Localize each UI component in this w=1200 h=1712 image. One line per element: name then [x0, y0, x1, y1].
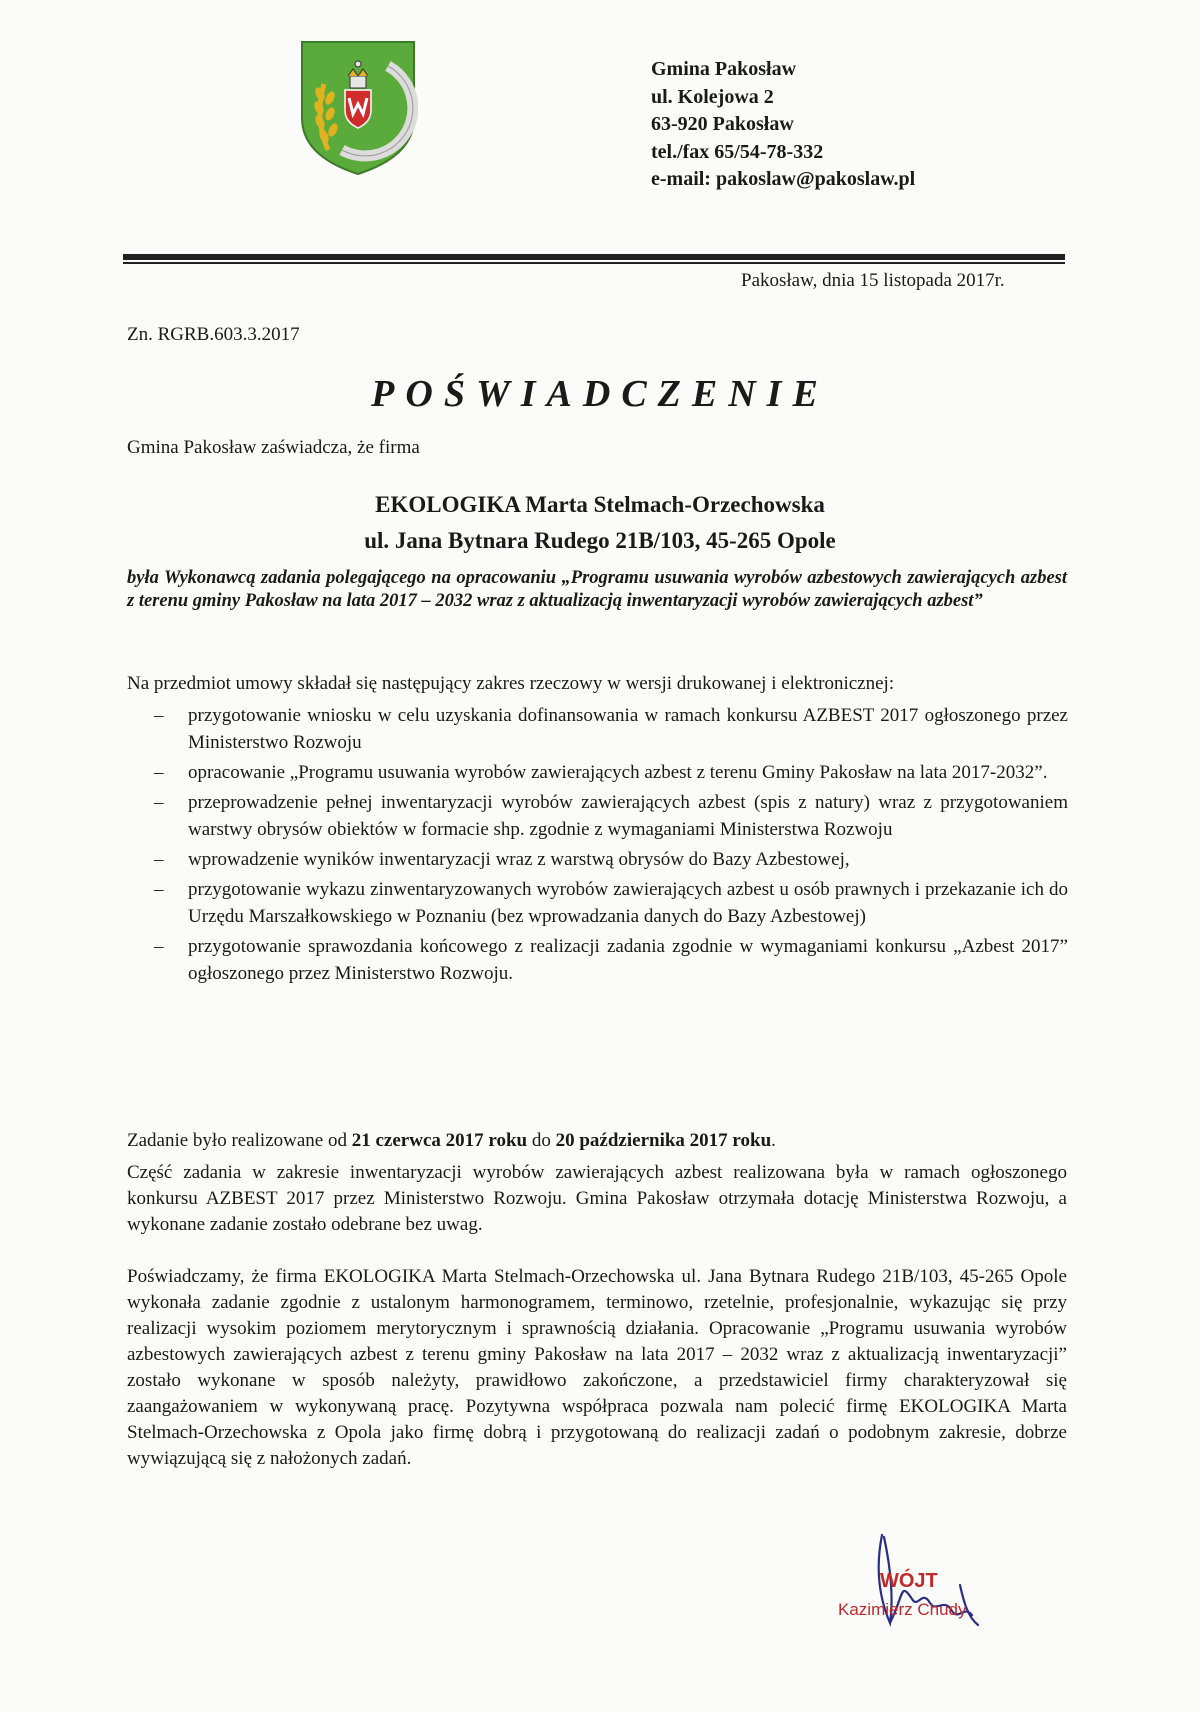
list-item: – wprowadzenie wyników inwentaryzacji wraz z warstwą obrysów do Bazy Azbestowej, [154, 846, 1068, 873]
list-item: – przygotowanie sprawozdania końcowego z realizacji zadania zgodnie w wymaganiami konkursu „Azbest 2017” ogłoszonego przez Ministerstwo Rozwoju. [154, 933, 1068, 987]
task-description: była Wykonawcą zadania polegającego na opracowaniu „Programu usuwania wyrobów azbestowych zawierających azbest z terenu gminy Pakosław na lata 2017 – 2032 wraz z aktualizacją inwentaryzacji wyrobów zawierających azbest” [127, 568, 1067, 611]
scope-intro: Na przedmiot umowy składał się następujący zakres rzeczowy w wersji drukowanej i elektronicznej: [127, 673, 895, 694]
date-line: Pakosław, dnia 15 listopada 2017r. [741, 270, 1005, 291]
postal-city: 63-920 Pakosław [651, 113, 794, 135]
company-name: EKOLOGIKA Marta Stelmach-Orzechowska [375, 492, 825, 517]
email-address: e-mail: pakoslaw@pakoslaw.pl [651, 168, 916, 190]
reference-number: Zn. RGRB.603.3.2017 [127, 324, 300, 345]
dates-paragraph [127, 1128, 1067, 1154]
certification-paragraph: Poświadczamy, że firma EKOLOGIKA Marta Stelmach-Orzechowska ul. Jana Bytnara Rudego 21B/103, 45-265 Opole wykonała zadanie zgodnie z ustalonym harmonogramem, terminowo, rzetelnie, profesjonalnie, wykazując się przy realizacji wysokim poziomem merytorycznym i sprawnością działania. Opracowanie „Programu usuwania wyrobów azbestowych zawierających azbest z terenu gminy Pakosław na lata 2017 – 2032 wraz z aktualizacją inwentaryzacji” zostało wykonane w sposób należyty, prawidłowo zakończone, a przedstawiciel firmy charakteryzował się zaangażowaniem w wykonywaną pracę. Pozytywna współpraca pozwala nam polecić firmę EKOLOGIKA Marta Stelmach-Orzechowska z Opola jako firmę dobrą i przygotowaną do realizacji zadań o podobnym zakresie, dobrze wywiązującą się z nałożonych zadań. [127, 1266, 1067, 1469]
signatory-name: Kazimierz Chudy [838, 1600, 967, 1619]
signature-stamp [838, 1560, 998, 1640]
scope-list [154, 702, 1068, 990]
dates-prefix: Zadanie było realizowane od [127, 1130, 352, 1151]
start-date: 21 czerwca 2017 roku [351, 1130, 528, 1151]
municipality-name: Gmina Pakosław [651, 58, 797, 80]
company-address: ul. Jana Bytnara Rudego 21B/103, 45-265 Opole [364, 528, 836, 553]
list-item: – przeprowadzenie pełnej inwentaryzacji wyrobów zawierających azbest (spis z natury) wraz z przygotowaniem warstwy obrysów obiektów w formacie shp. zgodnie z wymaganiami Ministerstwa Rozwoju [154, 789, 1068, 843]
coat-of-arms-icon [298, 38, 418, 178]
list-item: – przygotowanie wniosku w celu uzyskania dofinansowania w ramach konkursu AZBEST 2017 ogłoszonego przez Ministerstwo Rozwoju [154, 702, 1068, 756]
header-divider-thick [123, 254, 1065, 260]
phone-fax: tel./fax 65/54-78-332 [651, 140, 824, 163]
stamp-title: WÓJT [880, 1570, 938, 1592]
list-item: – opracowanie „Programu usuwania wyrobów zawierających azbest z terenu Gminy Pakosław na lata 2017-2032”. [154, 759, 1068, 786]
end-date: 20 października 2017 roku [555, 1130, 772, 1151]
intro-text: Gmina Pakosław zaświadcza, że firma [127, 437, 420, 458]
list-item: – przygotowanie wykazu zinwentaryzowanych wyrobów zawierających azbest u osób prawnych i przekazanie ich do Urzędu Marszałkowskiego w Poznaniu (bez wprowadzania danych do Bazy Azbestowej) [154, 876, 1068, 930]
street-address: ul. Kolejowa 2 [651, 85, 774, 108]
dates-middle: do [527, 1130, 556, 1151]
header-divider-thin [123, 262, 1065, 264]
document-title: POŚWIADCZENIE [371, 373, 829, 415]
dates-suffix: . [771, 1130, 776, 1151]
funding-paragraph: Część zadania w zakresie inwentaryzacji wyrobów zawierających azbest realizowana była w ramach ogłoszonego konkursu AZBEST 2017 przez Ministerstwo Rozwoju. Gmina Pakosław otrzymała dotację Ministerstwa Rozwoju, a wykonane zadanie zostało odebrane bez uwag. [127, 1162, 1067, 1235]
header-address [651, 56, 915, 194]
